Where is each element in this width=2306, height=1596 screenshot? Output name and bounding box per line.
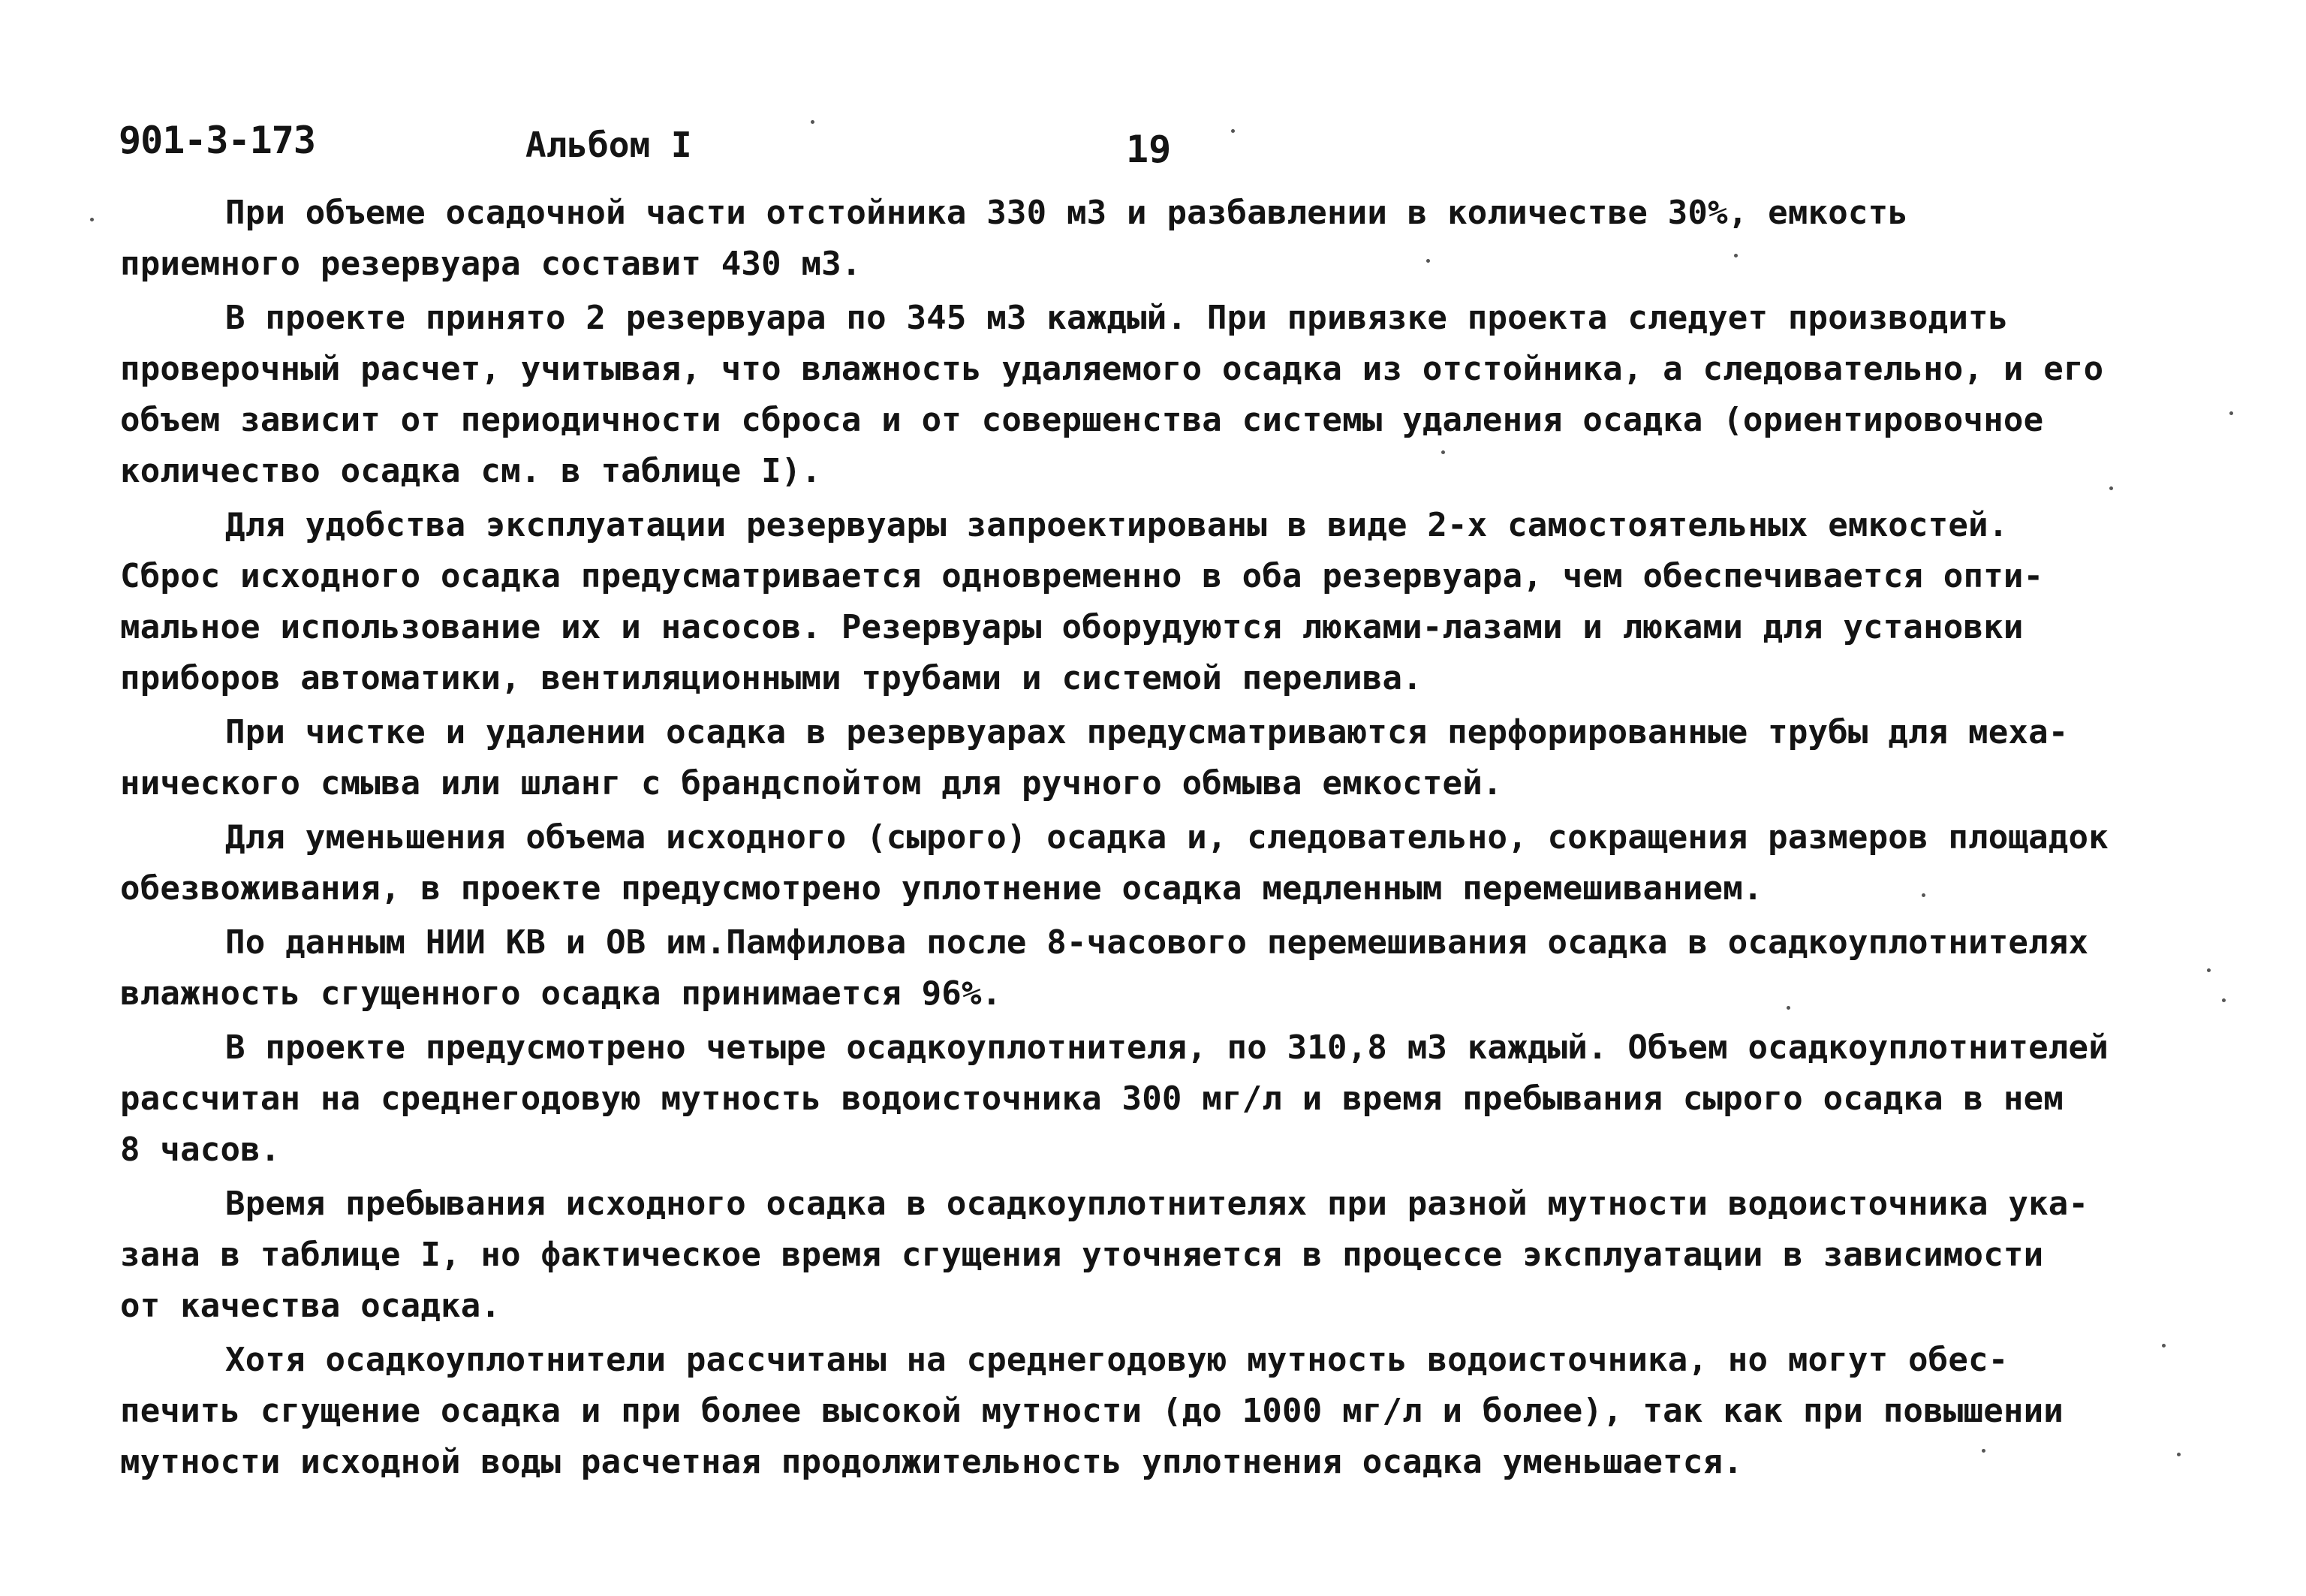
paragraph	[120, 188, 2184, 290]
text-line: проверочный расчет, учитывая, что влажность удаляемого осадка из отстойника, а следовательно, и его	[120, 350, 2104, 388]
scan-speck	[1787, 1006, 1790, 1010]
scan-speck	[2177, 1453, 2181, 1456]
text-line: При чистке и удалении осадка в резервуарах предусматриваются перфорированные трубы для меха-	[225, 713, 2069, 751]
paragraph	[120, 1335, 2184, 1488]
scan-speck	[2207, 968, 2211, 972]
scan-speck	[1982, 1449, 1985, 1453]
text-line: от качества осадка.	[120, 1287, 501, 1325]
scan-speck	[1441, 450, 1445, 454]
paragraph	[120, 917, 2184, 1019]
text-line: По данным НИИ КВ и ОВ им.Памфилова после 8-часового перемешивания осадка в осадкоуплотнителях	[225, 923, 2089, 962]
scan-speck	[1426, 259, 1430, 263]
paragraph	[120, 812, 2184, 914]
text-line: зана в таблице I, но фактическое время сгущения уточняется в процессе эксплуатации в зависимости	[120, 1236, 2044, 1274]
scan-speck	[1231, 129, 1235, 133]
scan-speck	[2162, 1344, 2166, 1348]
text-line: рассчитан на среднегодовую мутность водоисточника 300 мг/л и время пребывания сырого осадка в нем	[120, 1080, 2064, 1118]
text-line: Время пребывания исходного осадка в осадкоуплотнителях при разной мутности водоисточника ука-	[225, 1185, 2089, 1223]
page-number: 19	[1126, 128, 1172, 171]
text-line: объем зависит от периодичности сброса и от совершенства системы удаления осадка (ориентировочное	[120, 401, 2044, 439]
scan-speck	[811, 120, 814, 124]
text-line: мутности исходной воды расчетная продолжительность уплотнения осадка уменьшается.	[120, 1443, 1743, 1481]
scan-speck	[1922, 893, 1925, 897]
paragraph	[120, 707, 2184, 809]
scan-speck	[1734, 254, 1738, 257]
text-line: приборов автоматики, вентиляционными трубами и системой перелива.	[120, 659, 1422, 697]
body-text	[120, 188, 2184, 1491]
scan-speck	[2222, 998, 2226, 1002]
scan-speck	[2229, 411, 2233, 415]
scan-speck	[90, 218, 94, 221]
text-line: Для уменьшения объема исходного (сырого) осадка и, следовательно, сокращения размеров площадок	[225, 818, 2109, 857]
paragraph	[120, 1179, 2184, 1332]
document-code: 901-3-173	[119, 119, 315, 162]
text-line: количество осадка см. в таблице I).	[120, 452, 822, 490]
page-header	[0, 113, 2306, 173]
text-line: приемного резервуара составит 430 м3.	[120, 245, 862, 283]
text-line: 8 часов.	[120, 1131, 281, 1169]
album-label: Альбом I	[525, 125, 692, 165]
text-line: В проекте принято 2 резервуара по 345 м3 каждый. При привязке проекта следует производить	[225, 299, 2009, 337]
text-line: В проекте предусмотрено четыре осадкоуплотнителя, по 310,8 м3 каждый. Объем осадкоуплотнителей	[225, 1028, 2109, 1067]
paragraph	[120, 293, 2184, 497]
paragraph	[120, 1022, 2184, 1176]
text-line: мальное использование их и насосов. Резервуары оборудуются люками-лазами и люками для установки	[120, 608, 2024, 646]
text-line: Для удобства эксплуатации резервуары запроектированы в виде 2-х самостоятельных емкостей.	[225, 506, 2009, 544]
paragraph	[120, 500, 2184, 704]
text-line: обезвоживания, в проекте предусмотрено уплотнение осадка медленным перемешиванием.	[120, 869, 1763, 908]
text-line: печить сгущение осадка и при более высокой мутности (до 1000 мг/л и более), так как при повышении	[120, 1392, 2064, 1430]
text-line: При объеме осадочной части отстойника 330 м3 и разбавлении в количестве 30%, емкость	[225, 194, 1908, 232]
scan-speck	[2109, 486, 2113, 490]
text-line: влажность сгущенного осадка принимается 96%.	[120, 974, 1002, 1013]
text-line: Хотя осадкоуплотнители рассчитаны на среднегодовую мутность водоисточника, но могут обес-	[225, 1341, 2009, 1379]
text-line: нического смыва или шланг с брандспойтом для ручного обмыва емкостей.	[120, 764, 1503, 803]
text-line: Сброс исходного осадка предусматривается одновременно в оба резервуара, чем обеспечивается опти-	[120, 557, 2044, 595]
